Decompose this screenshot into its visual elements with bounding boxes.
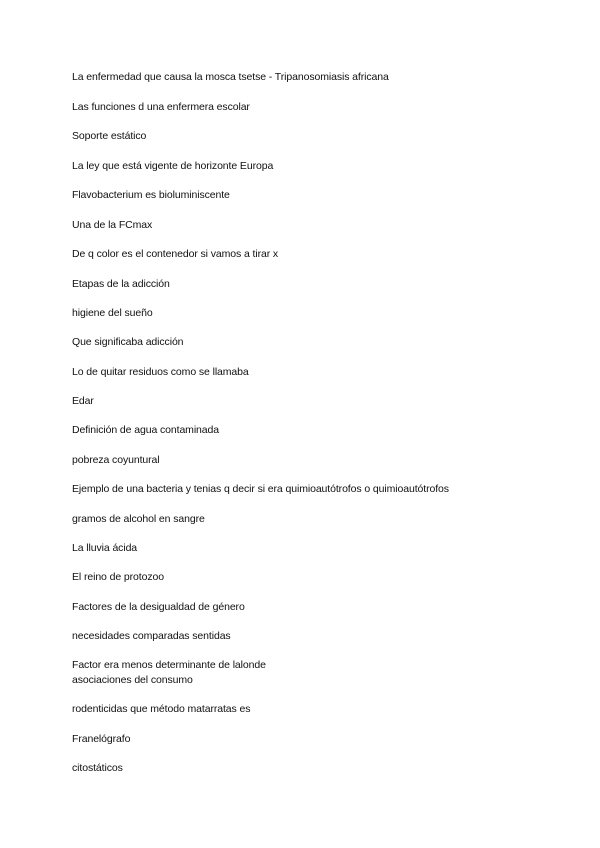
note-line: Las funciones d una enfermera escolar	[72, 101, 250, 113]
note-line: rodenticidas que método matarratas es	[72, 703, 251, 715]
note-line: Edar	[72, 395, 94, 407]
note-line: necesidades comparadas sentidas	[72, 630, 231, 642]
note-line: asociaciones del consumo	[72, 674, 193, 686]
note-line: Factores de la desigualdad de género	[72, 601, 245, 613]
note-line: higiene del sueño	[72, 307, 153, 319]
note-line: Factor era menos determinante de lalonde	[72, 659, 266, 671]
note-line: Que significaba adicción	[72, 336, 184, 348]
note-line: gramos de alcohol en sangre	[72, 513, 205, 525]
note-line: Ejemplo de una bacteria y tenias q decir si era quimioautótrofos o quimioautótrofos	[72, 483, 449, 495]
note-line: La enfermedad que causa la mosca tsetse - Tripanosomiasis africana	[72, 71, 389, 83]
note-line: Soporte estático	[72, 130, 147, 142]
note-line: Una de la FCmax	[72, 219, 153, 231]
note-line: De q color es el contenedor si vamos a tirar x	[72, 248, 279, 260]
note-line: Flavobacterium es bioluminiscente	[72, 189, 230, 201]
note-line: Etapas de la adicción	[72, 278, 170, 290]
note-line: Lo de quitar residuos como se llamaba	[72, 366, 249, 378]
note-line: La ley que está vigente de horizonte Europa	[72, 160, 274, 172]
note-line: La lluvia ácida	[72, 542, 138, 554]
note-line: Franelógrafo	[72, 733, 131, 745]
note-line: pobreza coyuntural	[72, 454, 160, 466]
note-line: citostáticos	[72, 762, 123, 774]
note-line: Definición de agua contaminada	[72, 424, 220, 436]
note-line: El reino de protozoo	[72, 571, 164, 583]
